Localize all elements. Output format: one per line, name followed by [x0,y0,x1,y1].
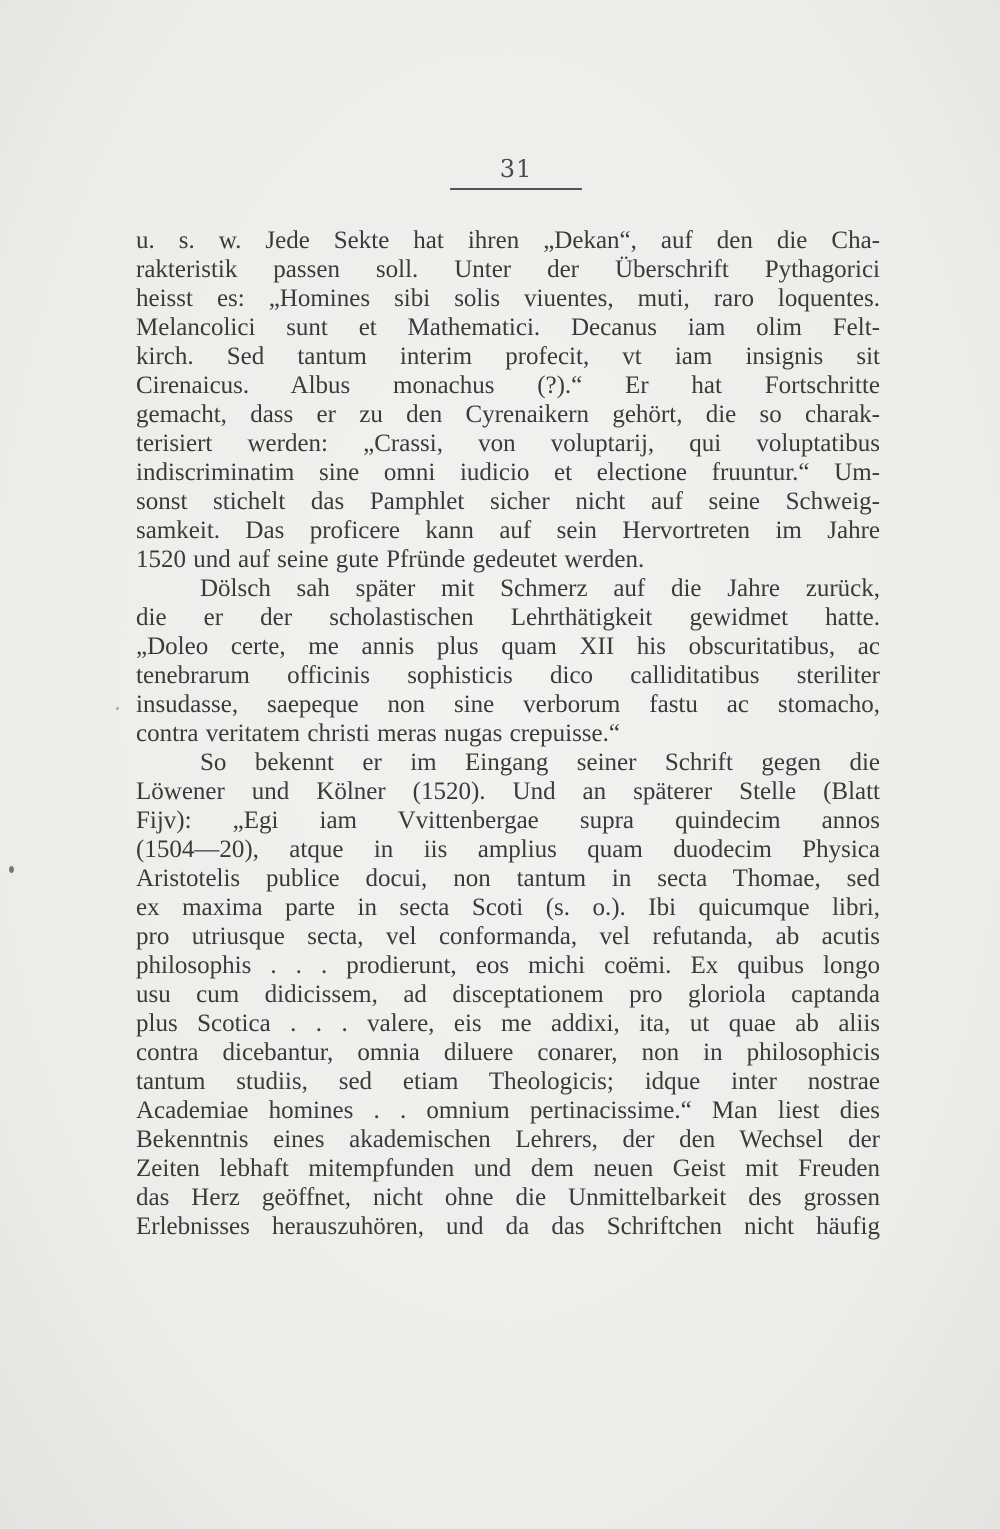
text-line: philosophis . . . prodierunt, eos michi coëmi. Ex quibus longo [136,952,880,979]
text-line: plus Scotica . . . valere, eis me addixi, ita, ut quae ab aliis [136,1010,880,1037]
text-line: Dölsch sah später mit Schmerz auf die Jahre zurück, [200,575,880,602]
text-line: heisst es: „Homines sibi solis viuentes, muti, raro loquentes. [136,285,880,312]
text-line: usu cum didicissem, ad disceptationem pro gloriola captanda [136,981,880,1008]
text-line: das Herz geöffnet, nicht ohne die Unmittelbarkeit des grossen [136,1184,880,1211]
text-line: rakteristik passen soll. Unter der Überschrift Pythagorici [136,256,880,283]
text-line: u. s. w. Jede Sekte hat ihren „Dekan“, auf den die Cha- [136,227,880,254]
text-line: contra dicebantur, omnia diluere conarer, non in philosophicis [136,1039,880,1066]
text-line: insudasse, saepeque non sine verborum fastu ac stomacho, [136,691,880,718]
scan-speck [116,707,119,710]
text-line: Löwener und Kölner (1520). Und an späterer Stelle (Blatt [136,778,880,805]
text-line: Bekenntnis eines akademischen Lehrers, der den Wechsel der [136,1126,880,1153]
text-line: die er der scholastischen Lehrthätigkeit gewidmet hatte. [136,604,880,631]
text-line: Melancolici sunt et Mathematici. Decanus iam olim Felt- [136,314,880,341]
text-line: So bekennt er im Eingang seiner Schrift gegen die [200,749,880,776]
text-line: tantum studiis, sed etiam Theologicis; idque inter nostrae [136,1068,880,1095]
text-line: kirch. Sed tantum interim profecit, vt iam insignis sit [136,343,880,370]
text-line: 1520 und auf seine gute Pfründe gedeutet werden. [136,546,645,573]
text-line: Academiae homines . . omnium pertinacissime.“ Man liest dies [136,1097,880,1124]
text-line: sonst stichelt das Pamphlet sicher nicht auf seine Schweig- [136,488,880,515]
text-line: indiscriminatim sine omni iudicio et electione fruuntur.“ Um- [136,459,880,486]
text-line: samkeit. Das proficere kann auf sein Hervortreten im Jahre [136,517,880,544]
scan-speck [9,866,14,873]
text-line: gemacht, dass er zu den Cyrenaikern gehört, die so charak- [136,401,880,428]
page-number-rule [450,188,582,190]
text-line: pro utriusque secta, vel conformanda, vel refutanda, ab acutis [136,923,880,950]
text-line: Cirenaicus. Albus monachus (?).“ Er hat Fortschritte [136,372,880,399]
text-line: terisiert werden: „Crassi, von voluptarij, qui voluptatibus [136,430,880,457]
text-line: Zeiten lebhaft mitempfunden und dem neuen Geist mit Freuden [136,1155,880,1182]
text-line: Fijv): „Egi iam Vvittenbergae supra quindecim annos [136,807,880,834]
text-line: „Doleo certe, me annis plus quam XII his obscuritatibus, ac [136,633,880,660]
text-line: Erlebnisses herauszuhören, und da das Schriftchen nicht häufig [136,1213,880,1240]
page-number: 31 [499,155,533,183]
text-line: contra veritatem christi meras nugas crepuisse.“ [136,720,620,747]
text-line: (1504—20), atque in iis amplius quam duodecim Physica [136,836,880,863]
text-line: ex maxima parte in secta Scoti (s. o.). Ibi quicumque libri, [136,894,880,921]
text-line: tenebrarum officinis sophisticis dico calliditatibus steriliter [136,662,880,689]
text-line: Aristotelis publice docui, non tantum in secta Thomae, sed [136,865,880,892]
